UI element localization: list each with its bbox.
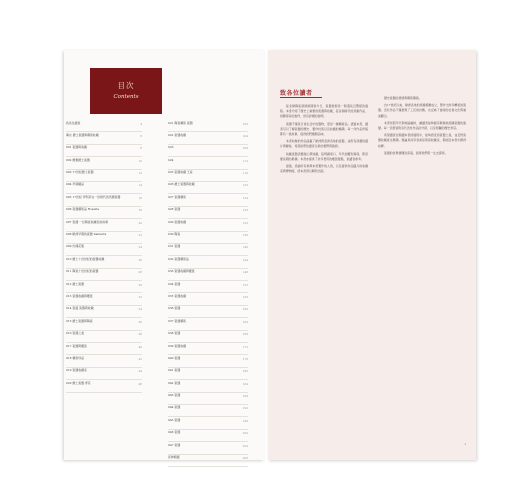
toc-page-number: 8	[140, 146, 142, 151]
toc-entry-title: 033 瓷器收藏與鑑賞	[168, 269, 195, 274]
toc-entry	[66, 194, 142, 206]
toc-entry	[168, 256, 248, 268]
toc-entry	[168, 145, 248, 157]
toc-entry-title: 044 瓷器	[168, 405, 181, 410]
toc-entry	[66, 281, 142, 293]
toc-entry-title: 011 陶瓷十四世紀的瓷器	[66, 269, 99, 274]
toc-entry	[168, 393, 248, 405]
preface-paragraph: 瓷器的世界廣闊而深遠，值得我們用一生去探索。	[384, 150, 448, 155]
toc-page-number: 26	[138, 257, 142, 262]
toc-entry	[66, 232, 142, 244]
toc-page-number: 172	[242, 344, 248, 349]
toc-entry-title: 036 瓷器	[168, 306, 181, 311]
toc-entry-title: 003 17世紀鍍士瓷器	[66, 170, 94, 175]
toc-entry	[66, 120, 142, 132]
toc-entry-title: 039 瓷器收藏	[168, 343, 186, 348]
toc-entry-title: 020 鍍士瓷器 青花	[66, 380, 91, 385]
toc-page-number: 184	[242, 381, 248, 386]
preface-paragraph: 自17世紀以來，歐洲各地的窯廠相繼成立，製作出許多精美的瓷器。這些作品不僅展現了工匠的技藝，也反映了當時的社會文化與審美觀念。	[378, 103, 466, 118]
toc-entry	[66, 145, 142, 157]
toc-entry	[66, 331, 142, 343]
toc-entry-title: 027 瓷器藝術	[168, 194, 186, 199]
toc-entry-title: 032 瓷器藝術品	[168, 256, 189, 261]
toc-entry	[168, 306, 248, 318]
preface-column-right	[378, 96, 466, 328]
toc-page-number: 176	[242, 356, 248, 361]
toc-page-number: 192	[242, 406, 248, 411]
toc-entry	[66, 318, 142, 330]
toc-page-number: 152	[242, 282, 248, 287]
toc-entry-title: 034 瓷器	[168, 281, 181, 286]
preface-paragraph: 最後，感謝所有參與本書製作的人員，以及提供作品圖片的收藏家與博物館，使本書得以順利出版。	[280, 164, 368, 174]
toc-entry	[168, 232, 248, 244]
toc-entry	[168, 331, 248, 343]
toc-entry-title: 043 瓷器	[168, 393, 181, 398]
toc-entry-title: 015 鍍士瓷器與陶瓷	[66, 318, 93, 323]
toc-page-number: 108	[242, 146, 248, 151]
toc-page-number: 44	[138, 369, 142, 374]
toc-entry-title: 023	[168, 145, 174, 150]
toc-entry-title: 001 瓷器與收藏	[66, 145, 87, 150]
toc-page-number: 6	[140, 133, 142, 138]
toc-entry	[168, 355, 248, 367]
toc-entry-title: 014 瓷盤 瓷器與收藏	[66, 306, 94, 311]
toc-entry	[168, 182, 248, 194]
toc-entry-title: 013 瓷器收藏與鑑賞	[66, 293, 93, 298]
toc-entry-title: 導言 鍍士瓷器與藝術收藏	[66, 132, 99, 137]
toc-page-number: 144	[242, 257, 248, 262]
toc-entry	[66, 306, 142, 318]
toc-entry-title: 025 瓷器收藏 王室	[168, 170, 193, 175]
toc-page-number: 14	[138, 183, 142, 188]
toc-entry	[168, 244, 248, 256]
toc-entry	[168, 380, 248, 392]
toc-entry	[168, 207, 248, 219]
preface-paragraph: 本書收錄的作品涵蓋了歐洲與亞洲各地的瓷器，並附有詳盡的圖片與解說，希望能帶給讀者全新的視野與啟發。	[280, 139, 368, 149]
toc-entry-title: 029 瓷器收藏	[168, 219, 186, 224]
toc-entry	[168, 219, 248, 231]
toc-page-number: 46	[138, 381, 142, 386]
toc-page-number: 42	[138, 356, 142, 361]
toc-entry-title: 006 瓷器藝術品 Rosaria	[66, 207, 99, 212]
toc-page-number: 148	[242, 270, 248, 275]
toc-entry-title: 042 瓷器	[168, 380, 181, 385]
toc-entry-title: 047 瓷器	[168, 442, 181, 447]
toc-entry	[168, 442, 248, 454]
toc-page-number: 20	[138, 220, 142, 225]
toc-page-number: 28	[138, 270, 142, 275]
toc-page-number: 156	[242, 294, 248, 299]
toc-page-number: 160	[242, 307, 248, 312]
toc-entry-title: 005 17世紀 伊利莎白一世時代的英國瓷器	[66, 194, 121, 199]
contents-column-right	[168, 120, 248, 467]
preface-paragraph: 收藏瓷器需要耐心與知識，從辨識窯口、年代到鑑別真偽，都需要長期的累積。本書亦提供了許多實用的鑑賞要點，供讀者參考。	[280, 151, 368, 161]
toc-entry	[168, 293, 248, 305]
toc-page-number: 164	[242, 319, 248, 324]
toc-page-number: 112	[242, 158, 248, 163]
toc-entry-title: 延伸閱讀	[168, 455, 180, 460]
toc-entry-title: 致各位讀者	[66, 120, 81, 125]
toc-page-number: 34	[138, 307, 142, 312]
toc-page-number: 188	[242, 394, 248, 399]
toc-page-number: 128	[242, 208, 248, 213]
toc-page-number: 200	[242, 431, 248, 436]
preface-page	[268, 50, 476, 460]
toc-entry-title: 046 瓷器	[168, 430, 181, 435]
toc-entry	[168, 281, 248, 293]
toc-entry-title: 030 陶瓷	[168, 232, 181, 237]
toc-entry	[168, 405, 248, 417]
toc-entry	[168, 417, 248, 429]
preface-paragraph: 歷史瓷器的發展與藝術價值。	[384, 96, 422, 100]
preface-column-left	[280, 104, 368, 404]
toc-entry-title: 037 瓷器藝術	[168, 318, 186, 323]
preface-paragraph: 本書依照年代與地區編排，讓讀者能夠循序漸進地認識瓷器的演變。每一章節皆附有代表性作品的介紹，以及相關的歷史背景。	[378, 120, 466, 131]
toc-entry-title: 007 瓷器 一位陶瓷收藏家的故事	[66, 219, 109, 224]
toc-entry	[66, 256, 142, 268]
toc-entry	[66, 380, 142, 392]
toc-entry	[66, 132, 142, 144]
toc-page-number: 180	[242, 369, 248, 374]
toc-entry-title: 018 藝術珍品	[66, 355, 84, 360]
toc-entry-title: 026 鍍士瓷器與收藏	[168, 182, 195, 187]
toc-page-number: 116	[242, 171, 248, 176]
toc-entry	[66, 170, 142, 182]
toc-entry-title: 028 瓷器	[168, 207, 181, 212]
toc-entry-title: 045 瓷器	[168, 417, 181, 422]
toc-entry	[168, 368, 248, 380]
toc-page-number: 10	[138, 158, 142, 163]
contents-title: 目次	[117, 81, 135, 90]
toc-page-number: 30	[138, 282, 142, 287]
toc-entry	[66, 355, 142, 367]
toc-page-number: 196	[242, 418, 248, 423]
toc-entry-title: 019 瓷器收藏家	[66, 368, 87, 373]
toc-page-number: 140	[242, 245, 248, 250]
toc-page-number: 168	[242, 332, 248, 337]
toc-entry	[168, 132, 248, 144]
page-number: 4	[464, 442, 466, 446]
toc-entry	[66, 157, 142, 169]
preface-paragraph: 瓷器不僅是日常生活中的器物，更是一種藝術品。透過本書，讀者可以了解瓷器的歷史、製作技術以及收藏的樂趣。每一件作品背後都有一段故事，值得我們細細品味。	[280, 121, 368, 137]
toc-entry	[66, 182, 142, 194]
toc-page-number: 36	[138, 319, 142, 324]
toc-entry-title: 004 早期藏品	[66, 182, 84, 187]
toc-page-number: 120	[242, 183, 248, 188]
toc-entry	[168, 120, 248, 132]
toc-page-number: 18	[138, 208, 142, 213]
toc-entry	[66, 269, 142, 281]
toc-entry	[168, 269, 248, 281]
toc-entry	[168, 194, 248, 206]
toc-page-number: 204	[242, 443, 248, 448]
toc-entry-title: 002 燒製鍍士瓷器	[66, 157, 90, 162]
toc-page-number: 16	[138, 195, 142, 200]
toc-entry-title: 008 歐洲早期的瓷器 Samarra	[66, 232, 107, 237]
toc-entry	[66, 244, 142, 256]
toc-entry-title: 022 瓷器收藏	[168, 132, 186, 137]
toc-entry	[168, 157, 248, 169]
toc-entry-title: 038 瓷器	[168, 331, 181, 336]
toc-entry-title: 009 玫瑰花瓶	[66, 244, 84, 249]
toc-entry	[66, 368, 142, 380]
preface-paragraph: 從北歐陶瓷發展時期到今日，瓷器發展是一個漫長且豐富的過程。本書介紹了歷史上重要的瓷器與收藏，從各個時代的窯廠作品，到藝術家的創作，皆有詳細的說明。	[280, 104, 368, 119]
toc-page-number: 22	[138, 233, 142, 238]
toc-entry-title: 017 瓷器與鑑賞	[66, 343, 87, 348]
toc-entry-title: 031 瓷器	[168, 244, 181, 249]
toc-page-number: 4	[140, 121, 142, 126]
toc-entry	[66, 207, 142, 219]
toc-page-number: 104	[242, 133, 248, 138]
toc-entry	[66, 293, 142, 305]
toc-page-number: 208	[242, 456, 248, 461]
toc-entry-title: 016 瓷器之美	[66, 331, 84, 336]
toc-entry-title: 035 瓷器收藏	[168, 293, 186, 298]
toc-entry	[168, 430, 248, 442]
toc-entry-title: 010 鍍士十四世紀的瓷器收藏	[66, 256, 105, 261]
contents-page	[64, 50, 264, 460]
toc-entry	[168, 455, 248, 467]
contents-subtitle: Contents	[113, 94, 139, 100]
preface-paragraph: 希望讀者在閱讀本書的過程中，能夠感受到瓷器之美，並且對瓷器收藏產生興趣。無論是初學者或是資深收藏家，都能從本書中獲得收穫。	[378, 133, 466, 148]
toc-entry-title: 040 瓷器	[168, 355, 181, 360]
toc-entry	[66, 343, 142, 355]
toc-entry	[168, 343, 248, 355]
preface-title: 致各位讀者	[280, 90, 313, 97]
book-spread	[64, 50, 476, 460]
toc-entry	[66, 219, 142, 231]
toc-entry-title: 041 瓷器	[168, 368, 181, 373]
toc-page-number: 24	[138, 245, 142, 250]
toc-entry-title: 012 鍍士瓷器	[66, 281, 84, 286]
toc-page-number: 136	[242, 233, 248, 238]
toc-page-number: 32	[138, 294, 142, 299]
toc-page-number: 12	[138, 171, 142, 176]
contents-column-left	[66, 120, 142, 393]
toc-entry-title: 024	[168, 157, 174, 162]
toc-page-number: 40	[138, 344, 142, 349]
toc-page-number: 100	[242, 121, 248, 126]
contents-banner	[90, 68, 162, 114]
toc-page-number: 124	[242, 195, 248, 200]
title-rule	[280, 97, 322, 98]
toc-entry-title: 021 陶瓷藝術 瓷器	[168, 120, 193, 125]
toc-entry	[168, 318, 248, 330]
toc-page-number: 132	[242, 220, 248, 225]
toc-entry	[168, 170, 248, 182]
toc-page-number: 38	[138, 332, 142, 337]
